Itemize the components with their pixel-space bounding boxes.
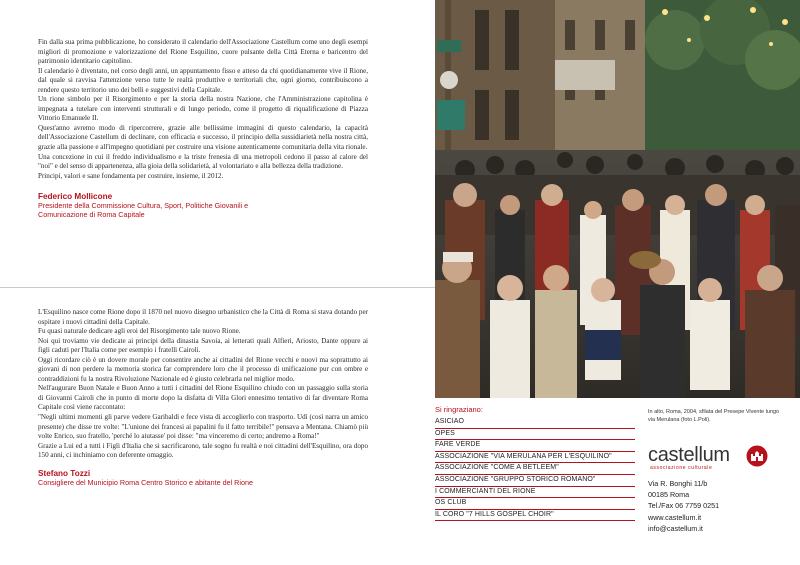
thanks-item: OPES [435, 429, 635, 441]
history-paragraph-3: Noi qui troviamo vie dedicate ai principi della dinastia Savoia, ai letterati quali Alfieri, Ariosto, Dante oppure ai figli caduti per l'Italia come per esempio i fratelli Cairoli. [38, 336, 368, 355]
intro-paragraph-1: Fin dalla sua prima pubblicazione, ho considerato il calendario dell'Associazione Castellum come uno degli esempi migliori di promozione e valorizzazione del Rione Esquilino, cuore pulsante della Città Eterna e baricentro del patrimonio identitario capitolino. [38, 38, 368, 66]
photo-caption: In alto, Roma, 2004, sfilata del Presepe Vivente lungo via Merulana (foto L.Poli). [648, 409, 780, 423]
history-paragraph-5: Nell'augurare Buon Natale e Buon Anno a tutti i cittadini del Rione Esquilino chiudo con un passaggio sulla storia di Giovanni Cairoli che in punto di morte dopo la disfatta di Villa Glori ennesimo tentativo di far diventare Roma Capitale così viene raccontato: [38, 384, 368, 412]
history-letter [38, 308, 368, 487]
address-city: 00185 Roma [648, 490, 690, 500]
thanks-item: I COMMERCIANTI DEL RIONE [435, 487, 635, 499]
thanks-item: ASSOCIAZIONE "COME A BETLEEM" [435, 463, 635, 475]
thanks-item: ASSOCIAZIONE "GRUPPO STORICO ROMANO" [435, 475, 635, 487]
history-paragraph-6: "Negli ultimi momenti gli parve vedere Garibaldi e fece vista di accoglierlo con trasporto. Udì (così narra un amico presente) che disse tre volte: "L'unione dei francesi ai papalini fu il fatto terribile!" pensava a Mentana. Chiamò più volte Enrico, suo fratello, 'perché lo aiutasse' poi disse: "ma vinceremo di certo; andremo a Roma!" [38, 413, 368, 441]
address-email[interactable]: info@castellum.it [648, 523, 703, 533]
procession-photo [435, 0, 800, 398]
contact-address [648, 478, 719, 534]
address-website[interactable]: www.castellum.it [648, 512, 702, 522]
intro-signature-role: Presidente della Commissione Cultura, Sport, Politiche Giovanili e Comunicazione di Roma Capitale [38, 201, 249, 220]
history-paragraph-2: Fu quasi naturale dedicare agli eroi del Risorgimento tale nuovo Rione. [38, 327, 241, 336]
intro-letter [38, 38, 368, 219]
intro-signature-name: Federico Mollicone [38, 192, 113, 202]
intro-paragraph-4: Quest'anno avremo modo di ripercorrere, grazie alle bellissime immagini di questo calendario, la capacità dell'Associazione Castellum di declinare, con efficacia e successo, il principio della sussidiarietà nella nostra città, grazie alla passione e all'impegno quotidiani per costruire una visione autenticamente comunitaria della vita rionale. [38, 123, 368, 152]
thanks-item: ASSOCIAZIONE "VIA MERULANA PER L'ESQUILINO" [435, 452, 635, 464]
thanks-title: Si ringraziano: [435, 405, 483, 414]
logo-subtitle: associazione culturale [650, 465, 713, 471]
intro-paragraph-6: Principi, valori e sane fondamenta per costruire, insieme, il 2012. [38, 171, 224, 180]
thanks-item: IL CORO "7 HILLS GOSPEL CHOIR" [435, 510, 635, 522]
address-phone: Tel./Fax 06 7759 0251 [648, 501, 720, 511]
thanks-item: FARE VERDE [435, 440, 635, 452]
history-paragraph-7: Grazie a Lui ed a tutti i Figli d'Italia che si sacrificarono, tale sogno fu realtà e noi cittadini dell'Esquilino, ora dopo 150 anni, ci inchiniamo con deferente omaggio. [38, 441, 368, 460]
intro-paragraph-2: Il calendario è diventato, nel corso degli anni, un appuntamento fisso e atteso da chi quotidianamente vive il Rione, dal quale si ravvisa l'attenzione verso tutte le realtà produttive e territoriali che, ogni giorno, contribuiscono a rendere questo territorio uno dei belli e suggestivi della Capitale. [38, 66, 368, 94]
history-signature-name: Stefano Tozzi [38, 468, 91, 478]
history-paragraph-1: L'Esquilino nasce come Rione dopo il 1870 nel nuovo disegno urbanistico che la Città di Roma si stava dotando per ospitare i nuovi cittadini della Capitale. [38, 308, 368, 326]
history-signature-role: Consigliere del Municipio Roma Centro Storico e abitante del Rione [38, 477, 253, 487]
logo-name: castellum [648, 444, 730, 466]
history-paragraph-4: Oggi ricordare ciò è un dovere morale per consentire anche ai cittadini del Rione vecchi e nuovi ma soprattutto ai giovani di non perdere la memoria storica far comprendere loro che il processo di unificazione pur con ombre e contraddizioni fu la nostra Rivoluzione Nazionale ed è giusto celebrarla nel miglior modo. [38, 355, 368, 383]
castellum-logo [648, 444, 768, 470]
thanks-list [435, 404, 635, 521]
intro-paragraph-3: Un rione simbolo per il Risorgimento e per la storia della nostra Nazione, che l'Amministrazione capitolina è impegnata a tutelare con interventi strutturali e di lungo periodo, come il progetto di riqualificazione di Piazza Vittorio Emanuele II. [38, 95, 368, 123]
castle-icon [746, 445, 768, 467]
address-street: Via R. Bonghi 11/b [648, 479, 708, 488]
thanks-item: OS CLUB [435, 498, 635, 510]
intro-paragraph-5: Una concezione in cui il freddo individualismo e la triste frenesia di una metropoli cedono il passo al calore del "noi" e del senso di appartenenza, alla gioia della solidarietà, al volontariato e alla bellezza della tradizione. [38, 152, 368, 171]
thanks-item: ASICIAO [435, 417, 635, 429]
